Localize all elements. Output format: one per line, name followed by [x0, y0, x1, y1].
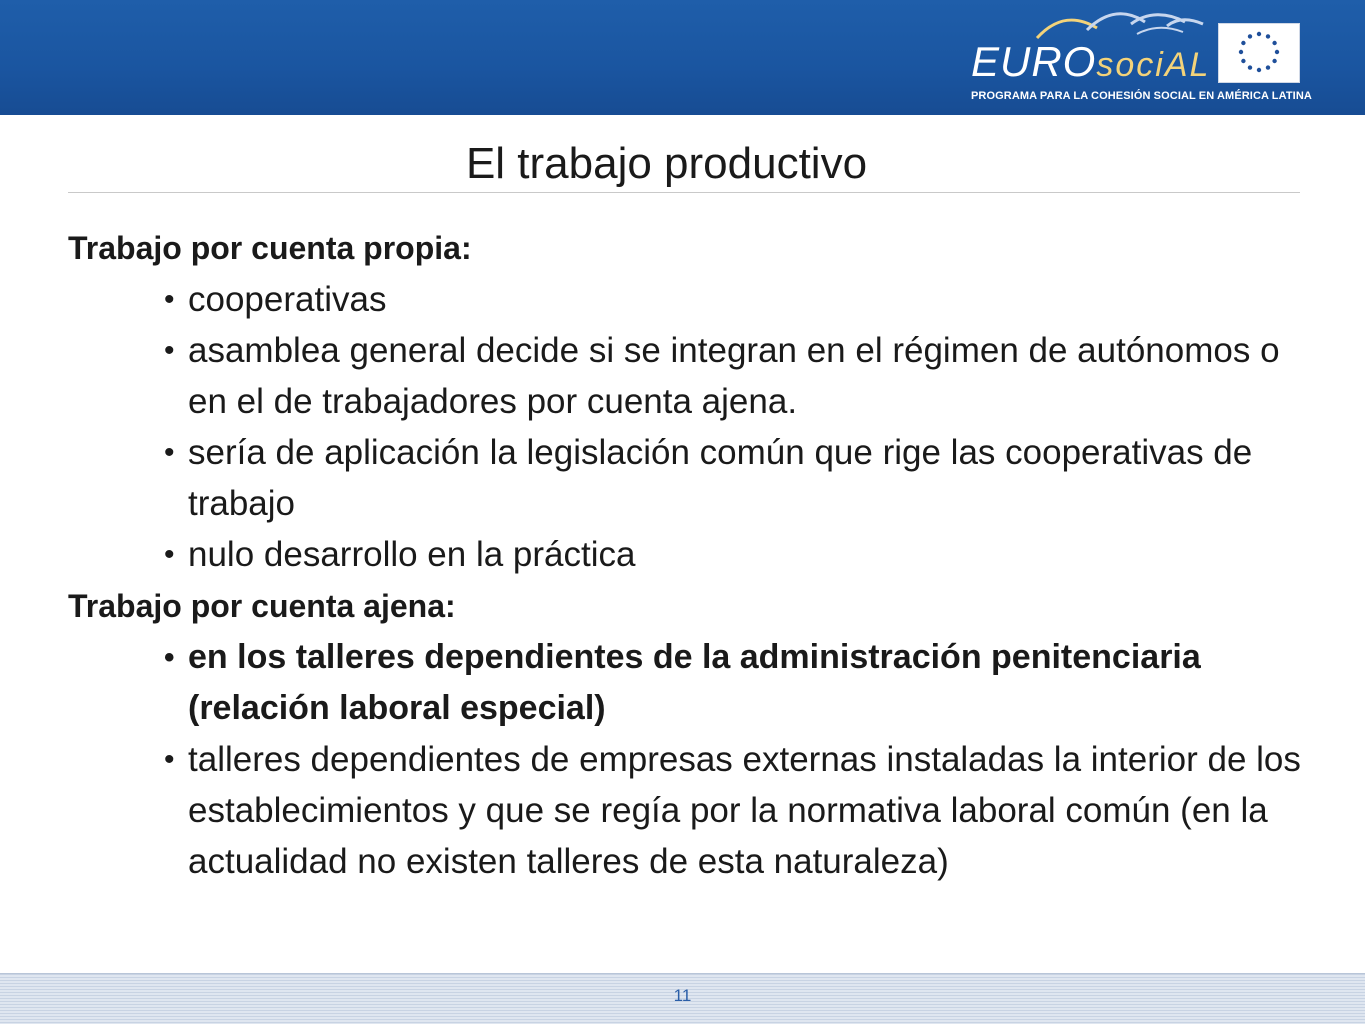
bullet-dot-icon: • — [164, 743, 175, 776]
bullet-dot-icon: • — [164, 436, 175, 469]
title-divider — [68, 192, 1300, 193]
header-banner — [0, 0, 1365, 115]
section-heading-employment: Trabajo por cuenta ajena: — [68, 588, 456, 624]
section-heading-self-employment: Trabajo por cuenta propia: — [68, 230, 472, 266]
logo-secondary-text: sociAL — [1096, 46, 1211, 84]
bullet-text: talleres dependientes de empresas externas instaladas la interior de los establecimientos y que se regía por la normativa laboral común (en la actualidad no existen talleres de esta naturaleza) — [188, 740, 1301, 881]
bullet-item — [68, 632, 1308, 734]
bullet-list-employment — [68, 632, 1308, 887]
bullet-text: en los talleres dependientes de la administración penitenciaria (relación laboral especial) — [188, 638, 1201, 727]
bullet-item — [68, 325, 1308, 427]
eurosocial-logo — [965, 6, 1312, 110]
bullet-list-self-employment — [68, 274, 1308, 580]
slide-content — [68, 222, 1308, 887]
bullet-item — [68, 427, 1308, 529]
bullet-text: cooperativas — [188, 280, 387, 319]
bullet-dot-icon: • — [164, 641, 175, 674]
logo-wave-icon — [1027, 8, 1207, 42]
bullet-item — [68, 274, 1308, 325]
bullet-text: sería de aplicación la legislación común que rige las cooperativas de trabajo — [188, 433, 1253, 523]
eu-flag-icon — [1218, 23, 1300, 83]
logo-tagline: PROGRAMA PARA LA COHESIÓN SOCIAL EN AMÉRICA LATINA — [971, 90, 1312, 102]
bullet-dot-icon: • — [164, 283, 175, 316]
bullet-item — [68, 734, 1308, 887]
bullet-text: asamblea general decide si se integran en el régimen de autónomos o en el de trabajadores por cuenta ajena. — [188, 331, 1280, 421]
bullet-text: nulo desarrollo en la práctica — [188, 535, 636, 574]
page-number: 11 — [673, 986, 692, 1005]
logo-wordmark — [971, 38, 1210, 84]
slide-title: El trabajo productivo — [465, 139, 868, 188]
logo-main-text: EURO — [971, 38, 1097, 85]
bullet-dot-icon: • — [164, 334, 175, 367]
bullet-dot-icon: • — [164, 538, 175, 571]
bullet-item — [68, 529, 1308, 580]
